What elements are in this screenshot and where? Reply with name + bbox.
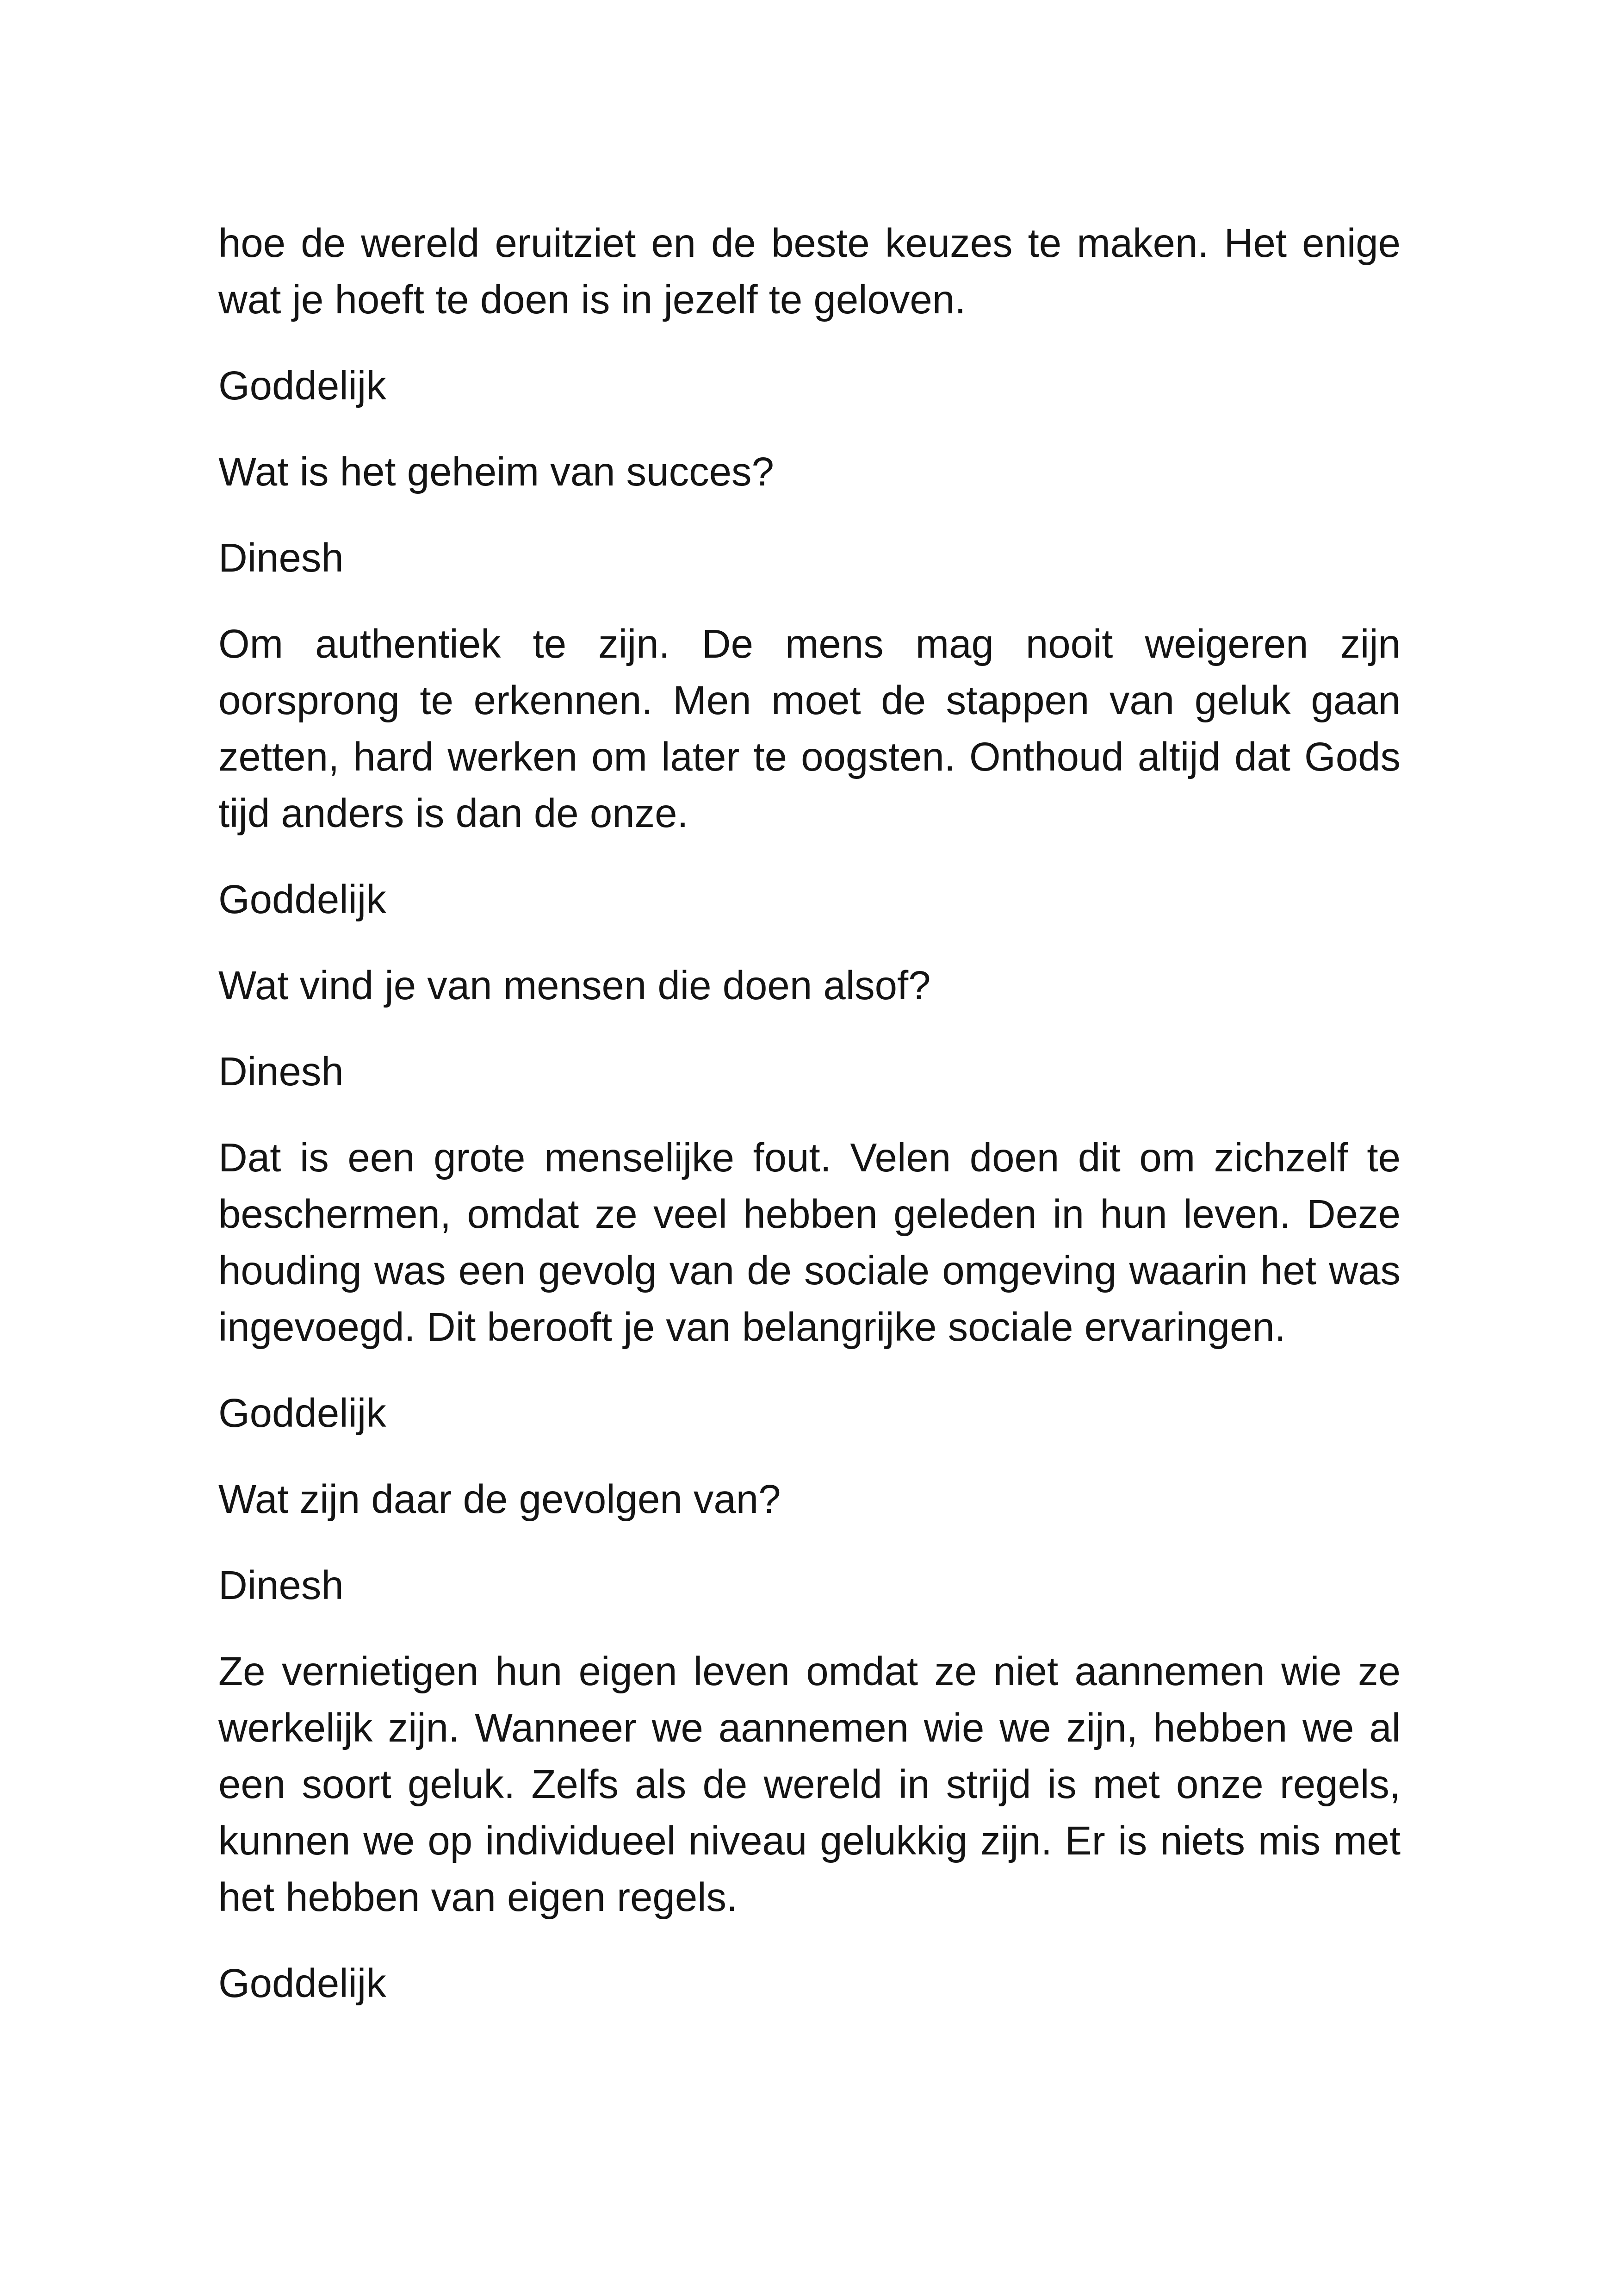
answer-paragraph: Om authentiek te zijn. De mens mag nooit weigeren zijn oorsprong te erkennen. Men moet de stappen van geluk gaan zetten, hard werken om later te oogsten. Onthoud altijd dat Gods tijd anders is dan de onze.	[218, 622, 1401, 836]
speaker-label-goddelijk: Goddelijk	[218, 1391, 386, 1436]
answer-paragraph: Dat is een grote menselijke fout. Velen doen dit om zichzelf te beschermen, omdat ze veel hebben geleden in hun leven. Deze houding was een gevolg van de sociale omgeving waarin het was ingevoegd. Dit berooft je van belangrijke sociale ervaringen.	[218, 1135, 1401, 1350]
question-paragraph: Wat is het geheim van succes?	[218, 449, 774, 494]
speaker-label-goddelijk: Goddelijk	[218, 877, 386, 922]
speaker-label-dinesh: Dinesh	[218, 535, 344, 580]
speaker-label-dinesh: Dinesh	[218, 1049, 344, 1094]
speaker-label-goddelijk: Goddelijk	[218, 1961, 386, 2006]
speaker-label-goddelijk: Goddelijk	[218, 363, 386, 408]
question-paragraph: Wat vind je van mensen die doen alsof?	[218, 963, 931, 1008]
paragraph-intro: hoe de wereld eruitziet en de beste keuzes te maken. Het enige wat je hoeft te doen is in jezelf te geloven.	[218, 221, 1401, 322]
document-page	[218, 215, 1401, 2041]
question-paragraph: Wat zijn daar de gevolgen van?	[218, 1477, 781, 1522]
answer-paragraph: Ze vernietigen hun eigen leven omdat ze niet aannemen wie ze werkelijk zijn. Wanneer we aannemen wie we zijn, hebben we al een soort geluk. Zelfs als de wereld in strijd is met onze regels, kunnen we op individueel niveau gelukkig zijn. Er is niets mis met het hebben van eigen regels.	[218, 1649, 1401, 1920]
speaker-label-dinesh: Dinesh	[218, 1563, 344, 1608]
